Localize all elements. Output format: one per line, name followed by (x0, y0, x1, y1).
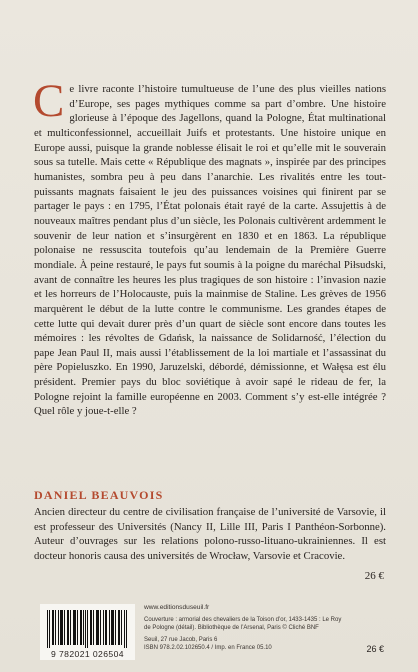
isbn-line: ISBN 978.2.02.102650.4 / Imp. en France 05.10 (144, 645, 272, 651)
price-upper: 26 € (364, 569, 384, 582)
dropcap-letter: C (33, 75, 65, 127)
price-label: 26 € (366, 644, 384, 654)
cover-credit: Couverture : armorial des chevaliers de la Toison d’or, 1433-1435 : Le Roy de Pologne (détail). Bibliothèque de l’Arsenal, Paris © Cliché BNF (144, 617, 342, 631)
summary-text (33, 75, 386, 419)
publisher-address: Seuil, 27 rue Jacob, Paris 6 (144, 637, 218, 643)
publisher-website: www.editionsduseuil.fr (144, 604, 210, 611)
barcode (40, 604, 135, 660)
barcode-number: 9 782021 026504 (51, 649, 124, 659)
author-bio (34, 505, 386, 564)
summary-body: e livre raconte l’histoire tumultueuse de l’une des plus vieilles nations d’Europe, ses pages mythiques comme sa part d’ombre. Une histoire glorieuse à l’époque des Jagellons, quand la Pologne, État multinational et multiconfessionnel, accueillait Juifs et protestants. Une histoire unique en Europe aussi, puisque la grande noblesse élisait le roi et qu’elle mit le souverain sous sa tutelle. Mais cette « République des magnats », inspirée par des principes humanistes, sombra peu à peu dans l’anarchie. Les rivalités entre les tout-puissants magnats faisaient le jeu des puissances voisines qui finirent par se partager le pays : en 1795, l’État polonais était rayé de la carte. Assujettis à de nouveaux maîtres pendant plus d’un siècle, les Polonais cultivèrent ardemment le souvenir de leur nation et s’insurgèrent en 1830 et en 1863. La république polonaise ne ressuscita toutefois qu’au lendemain de la Première Guerre mondiale. À peine restauré, le pays fut soumis à la poigne du maréchal Piłsudski, avant de connaître les heures les plus tragiques de son histoire : l’invasion nazie et les horreurs de l’Holocauste, puis la mainmise de Staline. Les grèves de 1956 marquèrent le début de la lutte contre le communisme. Les grandes étapes de cette lutte qui devait durer près d’un quart de siècle sont encore dans toutes les mémoires : les révoltes de Gdańsk, la naissance de Solidarność, l’élection du pape Jean Paul II, mais aussi l’établissement de la loi martiale et l’assassinat du père Popieluszko. En 1990, Jaruzelski, débordé, démissionne, et Wałęsa est élu président. Premier pays du bloc soviétique à avoir sapé le rideau de fer, la Pologne rejoint la famille européenne en 2003. Comment s’y est-elle intégrée ? Quel rôle y joue-t-elle ? (34, 83, 386, 418)
barcode-icon (47, 610, 128, 648)
author-bio-text: Ancien directeur du centre de civilisation française de l’université de Varsovie, il est professeur des Universités (Nancy II, Lille III, Paris I Panthéon-Sorbonne). Auteur d’ouvrages sur les relations polono-russo-lituano-ukrainiennes. Il est docteur honoris causa des universités de Wrocław, Varsovie et Cracovie. (34, 506, 386, 562)
summary-paragraph (33, 75, 386, 419)
publisher-credits (144, 604, 344, 652)
author-name: DANIEL BEAUVOIS (34, 488, 164, 502)
